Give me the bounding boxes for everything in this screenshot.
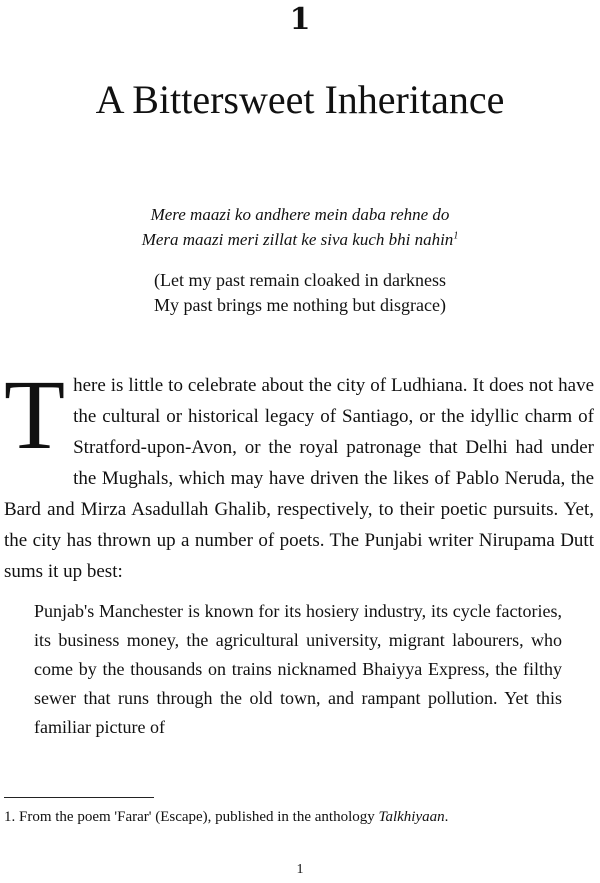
epigraph [60, 202, 540, 318]
footnote-text: From the poem 'Farar' (Escape), published in the anthology [19, 809, 375, 825]
footnote-rule [4, 797, 154, 798]
footnote-number: 1. [4, 809, 16, 825]
drop-cap: T [4, 359, 66, 470]
epigraph-line-2 [60, 227, 540, 252]
opening-paragraph [4, 359, 594, 587]
block-quote: Punjab's Manchester is known for its hosiery industry, its cycle factories, its business money, the agricultural university, migrant labourers, who come by the thousands on trains nicknamed Bhaiyya Express, the filthy sewer that runs through the old town, and rampant pollution. Yet this familiar picture of [34, 601, 562, 737]
chapter-number: 1 [289, 2, 311, 37]
footnote-anthology: Talkhiyaan [378, 809, 445, 825]
epigraph-translation [60, 268, 540, 318]
translation-line-2: My past brings me nothing but disgrace) [154, 295, 446, 315]
epigraph-line-1: Mere maazi ko andhere mein daba rehne do [150, 205, 450, 224]
footnote [4, 806, 596, 828]
footnote-marker[interactable]: 1 [453, 230, 459, 242]
page-number: 1 [296, 862, 304, 877]
translation-line-1: (Let my past remain cloaked in darkness [154, 270, 446, 290]
chapter-title: A Bittersweet Inheritance [95, 77, 505, 122]
footnote-end: . [444, 809, 449, 825]
epigraph-line-2-text: Mera maazi meri zillat ke siva kuch bhi nahin [141, 230, 454, 249]
paragraph-text: here is little to celebrate about the city of Ludhiana. It does not have the cultural or historical legacy of Santiago, or the idyllic charm of Stratford-upon-Avon, or the royal patronage that Delhi had under the Mughals, which may have driven the likes of Pablo Neruda, the Bard and Mirza Asadullah Ghalib, respectively, to their poetic pursuits. Yet, the city has thrown up a number of poets. The Punjabi writer Nirupama Dutt sums it up best: [4, 375, 594, 582]
